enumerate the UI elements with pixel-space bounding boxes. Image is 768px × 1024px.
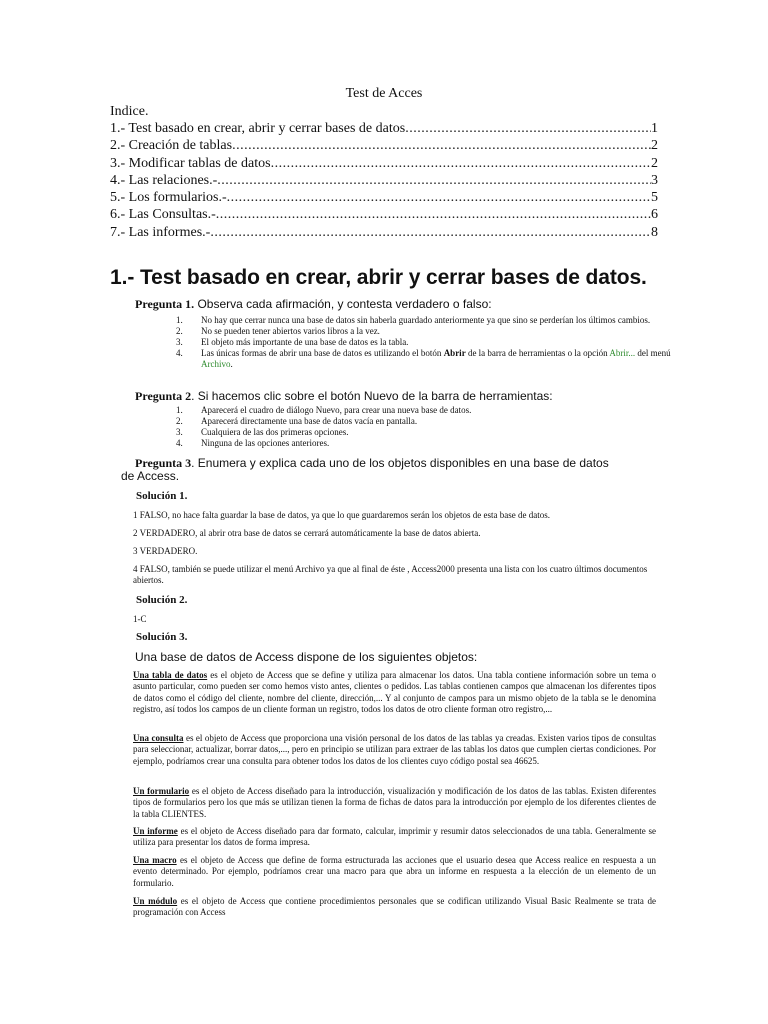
toc-leader-dots: [216, 206, 651, 223]
object-definition-query: Una consulta es el objeto de Access que proporciona una visión personal de los datos de las tablas ya creadas. Existen varios tipos de consultas para seleccionar, actualizar, borrar datos,..., pero en principio se utilizan para extraer de las tablas los datos que cumplen ciertas condiciones. Por ejemplo, podríamos crear una consulta para obtener todos los datos de los clientes cuyo código postal sea 46625.: [133, 733, 656, 766]
toc-leader-dots: [232, 137, 651, 154]
table-of-contents: [110, 120, 658, 241]
solution-1-heading: Solución 1.: [136, 490, 188, 502]
toc-entry-label: 5.- Los formularios.-: [110, 190, 227, 206]
toc-entry[interactable]: [110, 189, 658, 206]
toc-leader-dots: [217, 172, 651, 189]
section-heading: 1.- Test basado en crear, abrir y cerrar bases de datos.: [110, 266, 647, 289]
question-text: . Si hacemos clic sobre el botón Nuevo de la barra de herramientas:: [191, 389, 553, 403]
toc-entry-label: 7.- Las informes.-: [110, 224, 211, 240]
document-title: Test de Acces: [345, 86, 423, 101]
toc-entry-page: 3: [651, 172, 658, 188]
list-item: 1. Aparecerá el cuadro de diálogo Nuevo, para crear una nueva base de datos.: [176, 405, 472, 415]
toc-heading: Indice.: [110, 104, 149, 119]
object-definition-report: Un informe es el objeto de Access diseñado para dar formato, calcular, imprimir y resumir datos seleccionados de una tabla. Generalmente se utiliza para presentar los datos de forma impresa.: [133, 826, 656, 848]
question-1-options: [176, 315, 671, 370]
toc-entry-label: 4.- Las relaciones.-: [110, 172, 218, 188]
question-label: Pregunta 2: [135, 389, 192, 403]
solution-2-heading: Solución 2.: [136, 594, 188, 606]
question-1: [135, 297, 492, 312]
object-term: Una consulta: [133, 733, 184, 743]
toc-entry-label: 6.- Las Consultas.-: [110, 207, 216, 223]
question-3: [121, 457, 621, 483]
object-term: Un módulo: [133, 896, 178, 906]
solution-3-intro: Una base de datos de Access dispone de los siguientes objetos:: [135, 650, 478, 664]
toc-entry[interactable]: [110, 224, 658, 241]
list-item: 1. No hay que cerrar nunca una base de datos sin haberla guardado anteriormente ya que sino se perderían los últimos cambios.: [176, 315, 651, 325]
object-term: Una macro: [133, 855, 177, 865]
question-text: Observa cada afirmación, y contesta verdadero o falso:: [194, 297, 492, 311]
toc-entry[interactable]: [110, 137, 658, 154]
toc-entry[interactable]: [110, 172, 658, 189]
solution-2-answer: 1-C: [133, 614, 147, 624]
toc-entry[interactable]: [110, 206, 658, 223]
toc-leader-dots: [210, 224, 651, 241]
toc-leader-dots: [405, 120, 651, 137]
solution-1-answer-4: 4 FALSO, también se puede utilizar el menú Archivo ya que al final de éste , Access2000 presenta una lista con los cuatro últimos documentos abiertos.: [133, 564, 648, 585]
list-item: 2. No se pueden tener abiertos varios libros a la vez.: [176, 326, 380, 336]
object-term: Un formulario: [133, 786, 190, 796]
toc-entry-page: 5: [651, 190, 658, 206]
object-definition-module: Un módulo es el objeto de Access que contiene procedimientos personales que se codifican utilizando Visual Basic Realmente se trata de programación con Access: [133, 896, 656, 918]
toc-entry-page: 8: [651, 224, 658, 240]
object-definition-form: Un formulario es el objeto de Access diseñado para la introducción, visualización y modificación de los datos de las tablas. Existen diferentes tipos de formularios pero los que más se utilizan tienen la forma de fichas de datos para la introducción por ejemplo de los diferentes clientes de la tabla CLIENTES.: [133, 786, 656, 819]
question-label: Pregunta 3: [135, 456, 192, 470]
list-item: 3. El objeto más importante de una base de datos es la tabla.: [176, 337, 409, 347]
object-definition-table: Una tabla de datos es el objeto de Access que se define y utiliza para almacenar los datos. Una tabla contiene información sobre un tema o asunto particular, como pueden ser como hemos visto antes, clientes o pedidos. Las tablas contienen campos que almacenan los diferentes tipos de datos como el código del cliente, nombre del cliente, dirección,... Y al conjunto de campos para un mismo objeto de la tabla se le denomina registro, así todos los campos de un cliente forman un registro, todos los datos de otro cliente forman otro registro,...: [133, 670, 657, 714]
list-item: 2. Aparecerá directamente una base de datos vacía en pantalla.: [176, 416, 418, 426]
toc-entry-label: 2.- Creación de tablas: [110, 138, 233, 154]
question-text: . Enumera y explica cada uno de los objetos disponibles en una base de datos de Access.: [121, 456, 609, 483]
list-item: 3. Cualquiera de las dos primeras opciones.: [176, 427, 349, 437]
object-term: Un informe: [133, 826, 178, 836]
toc-entry-page: 2: [651, 155, 658, 171]
toc-entry[interactable]: [110, 120, 658, 137]
object-term: Una tabla de datos: [133, 670, 208, 680]
toc-leader-dots: [227, 189, 651, 206]
toc-entry[interactable]: [110, 155, 658, 172]
toc-entry-page: 6: [651, 207, 658, 223]
solution-1-answer-1: 1 FALSO, no hace falta guardar la base de datos, ya que lo que guardaremos serán los objetos de esta base de datos.: [133, 510, 550, 520]
question-2-options: [176, 405, 671, 449]
toc-entry-page: 1: [651, 121, 658, 136]
toc-entry-page: 2: [651, 138, 658, 154]
toc-entry-label: 3.- Modificar tablas de datos: [110, 155, 271, 171]
toc-entry-label: 1.- Test basado en crear, abrir y cerrar bases de datos: [110, 121, 406, 136]
object-definition-macro: Una macro es el objeto de Access que define de forma estructurada las acciones que el usuario desea que Access realice en respuesta a un evento determinado. Por ejemplo, podríamos crear una macro para que abra un informe en respuesta a la elección de un elemento de un formulario.: [133, 855, 656, 888]
solution-1-answer-2: 2 VERDADERO, al abrir otra base de datos se cerrará automáticamente la base de datos abierta.: [133, 528, 481, 538]
list-item: 4. Las únicas formas de abrir una base de datos es utilizando el botón Abrir de la barra de herramientas o la opción Abrir... del menú Archivo.: [176, 348, 671, 369]
list-item: 4. Ninguna de las opciones anteriores.: [176, 438, 330, 448]
question-label: Pregunta 1.: [135, 297, 195, 311]
solution-1-answer-3: 3 VERDADERO.: [133, 546, 198, 556]
question-2: [135, 389, 553, 404]
solution-3-heading: Solución 3.: [136, 631, 188, 643]
toc-leader-dots: [271, 155, 651, 172]
